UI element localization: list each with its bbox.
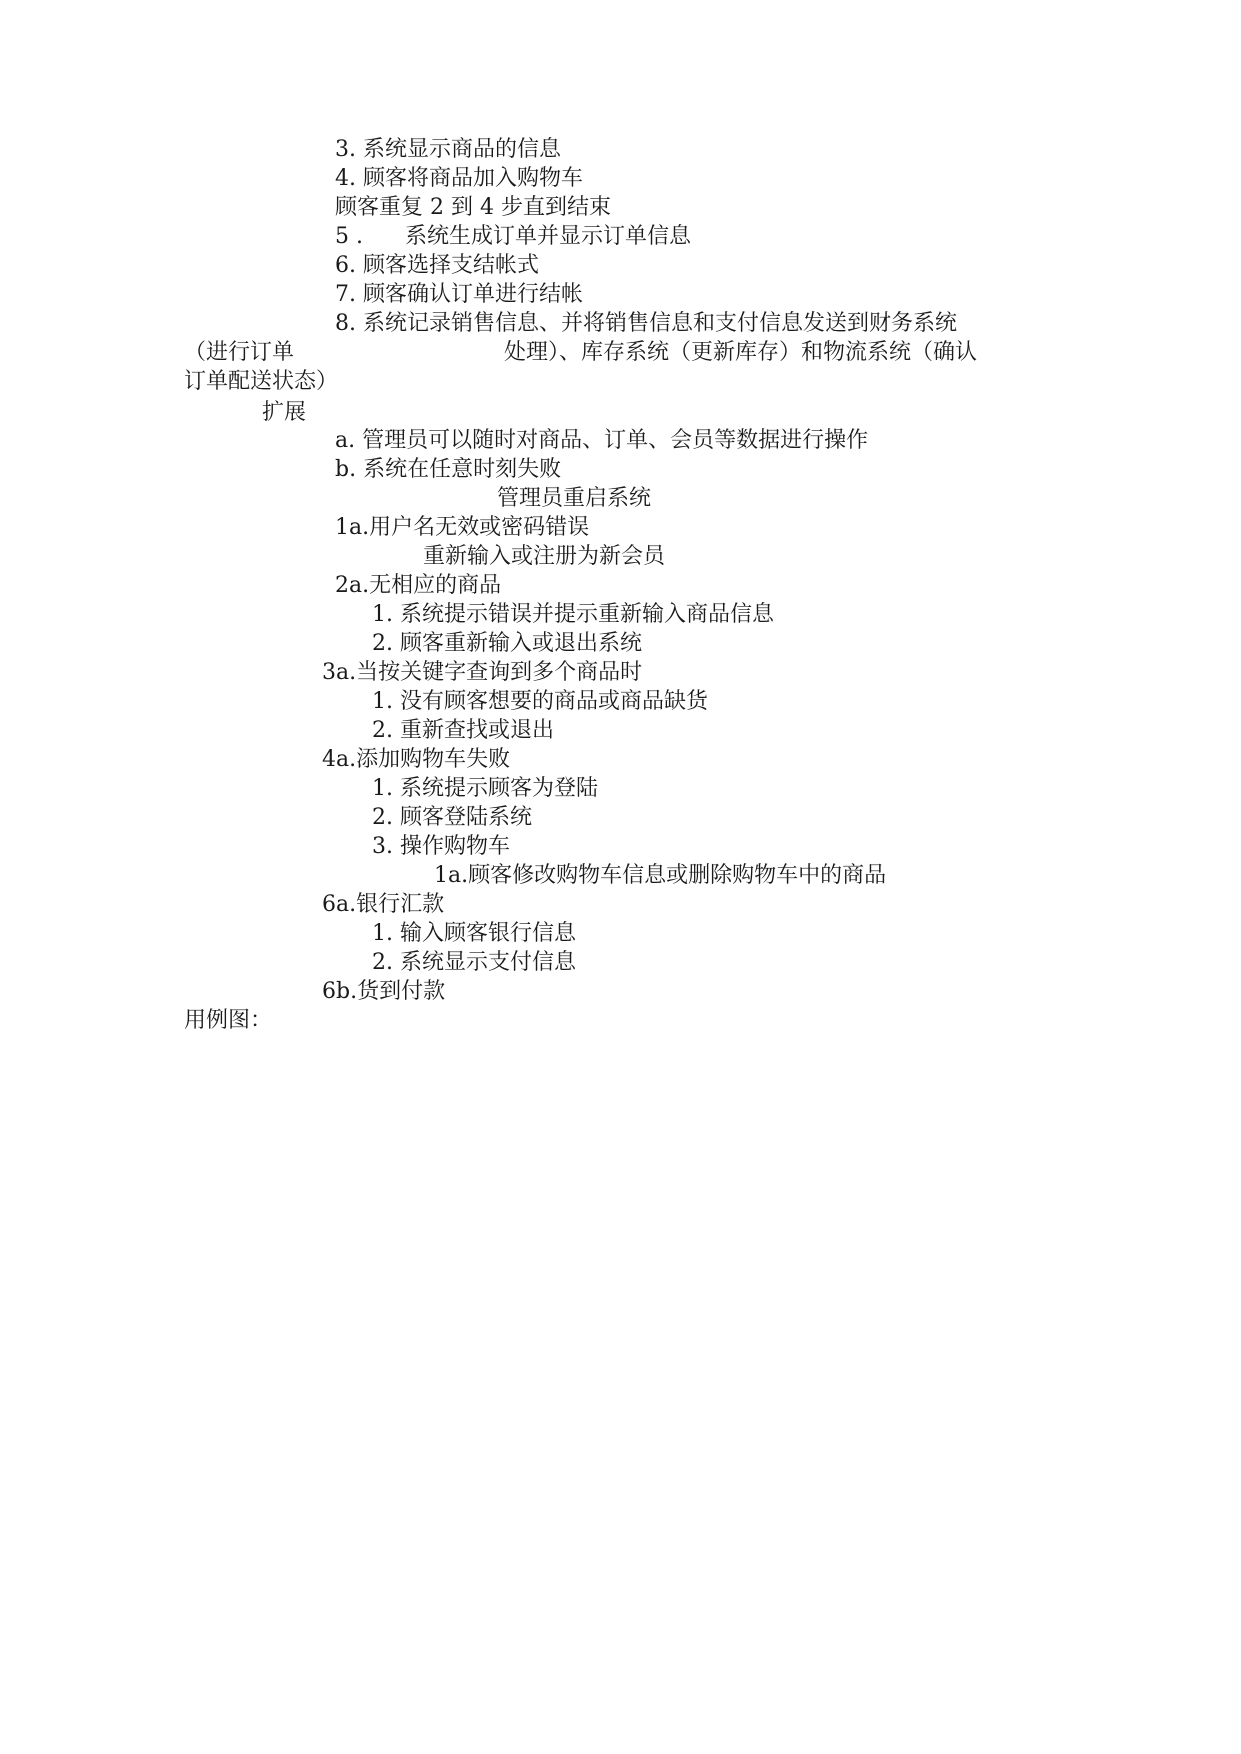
main-flow-step-3: 3. 系统显示商品的信息 bbox=[335, 137, 561, 162]
main-flow-step-8: 8. 系统记录销售信息、并将销售信息和支付信息发送到财务系统 bbox=[335, 311, 957, 336]
extension-4a-step-3-1a: 1a.顾客修改购物车信息或删除购物车中的商品 bbox=[434, 863, 887, 888]
extensions-heading: 扩展 bbox=[262, 400, 307, 425]
main-flow-step-4: 4. 顾客将商品加入购物车 bbox=[335, 166, 583, 191]
main-flow-step-7: 7. 顾客确认订单进行结帐 bbox=[335, 282, 583, 307]
extension-4a-step-1: 1. 系统提示顾客为登陆 bbox=[372, 776, 598, 801]
main-flow-step-5 bbox=[335, 222, 691, 252]
step-5-number: 5 . bbox=[335, 224, 363, 249]
extension-a: a. 管理员可以随时对商品、订单、会员等数据进行操作 bbox=[335, 428, 869, 453]
extension-2a-step-2: 2. 顾客重新输入或退出系统 bbox=[372, 631, 642, 656]
extension-6b: 6b.货到付款 bbox=[322, 979, 446, 1004]
extension-2a-step-1: 1. 系统提示错误并提示重新输入商品信息 bbox=[372, 602, 774, 627]
step-5-text: 系统生成订单并显示订单信息 bbox=[404, 224, 691, 249]
extension-4a-step-2: 2. 顾客登陆系统 bbox=[372, 805, 532, 830]
extension-3a: 3a.当按关键字查询到多个商品时 bbox=[322, 660, 643, 685]
extension-1a: 1a.用户名无效或密码错误 bbox=[335, 515, 590, 540]
main-flow-step-8-end: 订单配送状态） bbox=[184, 369, 339, 394]
main-flow-step-6: 6. 顾客选择支结帐式 bbox=[335, 253, 539, 278]
extension-4a-step-3: 3. 操作购物车 bbox=[372, 834, 510, 859]
extension-b: b. 系统在任意时刻失败 bbox=[335, 457, 562, 482]
extension-3a-step-1: 1. 没有顾客想要的商品或商品缺货 bbox=[372, 689, 708, 714]
step-8-part-b: 处理）、库存系统（更新库存）和物流系统（确认 bbox=[504, 340, 978, 365]
extension-b-handling: 管理员重启系统 bbox=[497, 486, 652, 511]
extension-6a-step-2: 2. 系统显示支付信息 bbox=[372, 950, 576, 975]
use-case-diagram-label: 用例图： bbox=[184, 1008, 273, 1033]
step-8-part-a: （进行订单 bbox=[184, 340, 295, 365]
extension-3a-step-2: 2. 重新查找或退出 bbox=[372, 718, 554, 743]
extension-1a-handling: 重新输入或注册为新会员 bbox=[423, 544, 666, 569]
extension-2a: 2a.无相应的商品 bbox=[335, 573, 502, 598]
extension-6a: 6a.银行汇款 bbox=[322, 892, 445, 917]
extension-4a: 4a.添加购物车失败 bbox=[322, 747, 511, 772]
extension-6a-step-1: 1. 输入顾客银行信息 bbox=[372, 921, 576, 946]
main-flow-step-8-continued bbox=[184, 338, 977, 368]
main-flow-repeat-note: 顾客重复 2 到 4 步直到结束 bbox=[335, 195, 611, 220]
